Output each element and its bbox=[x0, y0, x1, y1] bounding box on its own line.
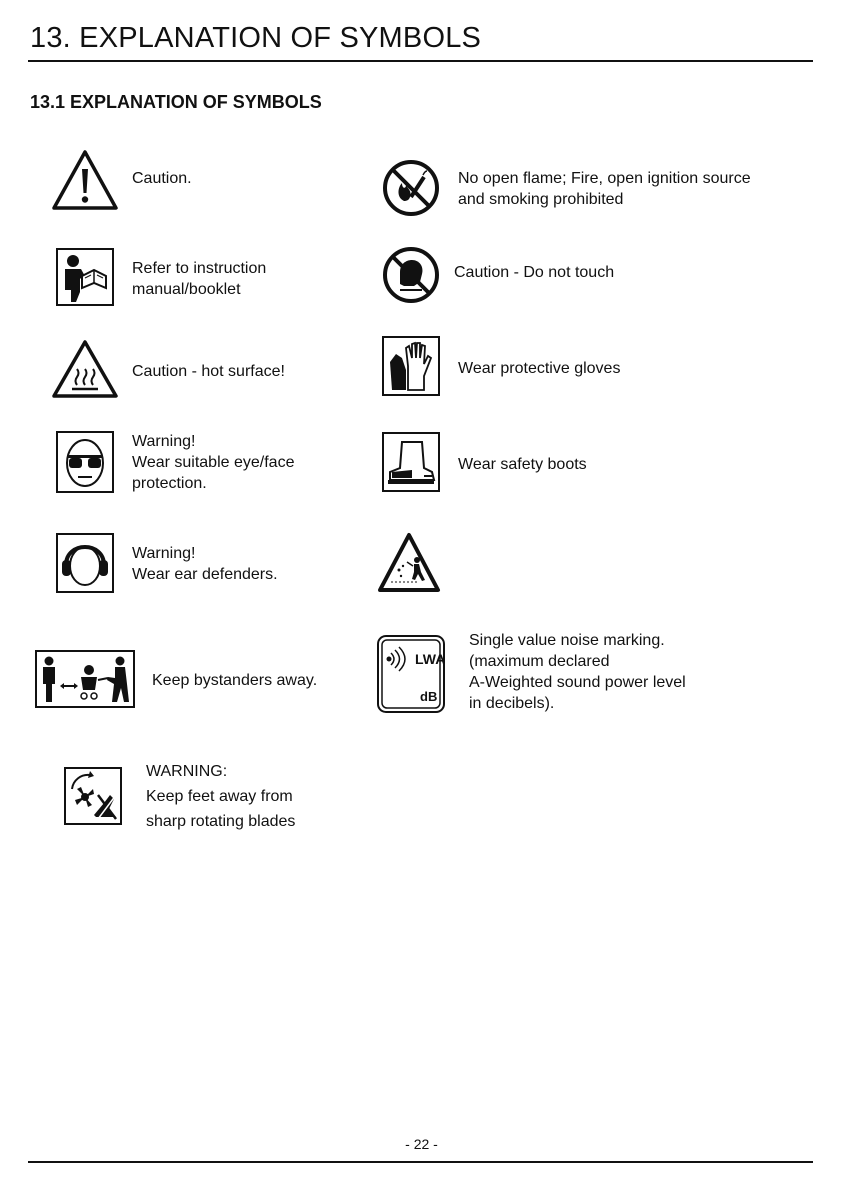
noise-label-line-4: in decibels). bbox=[469, 695, 555, 712]
eye-protection-icon bbox=[56, 431, 114, 493]
ear-protection-icon bbox=[56, 533, 114, 593]
manual-label-line-2: manual/booklet bbox=[132, 281, 241, 298]
touch-label: Caution - Do not touch bbox=[454, 264, 615, 281]
flame-label-line-1: No open flame; Fire, open ignition source bbox=[458, 170, 751, 187]
boots-label: Wear safety boots bbox=[458, 456, 587, 473]
footer-rule bbox=[28, 1161, 813, 1163]
safety-boots-icon bbox=[382, 432, 440, 492]
eye-label-line-1: Warning! bbox=[132, 433, 196, 450]
thrown-objects-icon bbox=[377, 532, 441, 594]
warning-triangle-icon bbox=[51, 149, 119, 211]
manual-label-line-1: Refer to instruction bbox=[132, 260, 267, 277]
read-manual-icon bbox=[56, 248, 114, 306]
noise-db-text: dB bbox=[420, 689, 438, 704]
no-open-flame-icon bbox=[382, 159, 440, 217]
ear-label-line-2: Wear ear defenders. bbox=[132, 566, 278, 583]
blades-label-line-2: Keep feet away from bbox=[146, 788, 293, 805]
bystanders-label: Keep bystanders away. bbox=[152, 672, 318, 689]
protective-gloves-icon bbox=[382, 336, 440, 396]
noise-label-line-2: (maximum declared bbox=[469, 653, 610, 670]
do-not-touch-icon bbox=[382, 246, 440, 304]
eye-label-line-3: protection. bbox=[132, 475, 207, 492]
caution-label: Caution. bbox=[132, 170, 192, 187]
blades-label-line-3: sharp rotating blades bbox=[146, 813, 296, 830]
blades-label-line-1: WARNING: bbox=[146, 763, 228, 780]
flame-label-line-2: and smoking prohibited bbox=[458, 191, 624, 208]
header-rule bbox=[28, 60, 813, 62]
hot-surface-icon bbox=[51, 339, 119, 399]
eye-label-line-2: Wear suitable eye/face bbox=[132, 454, 295, 471]
noise-level-icon bbox=[377, 635, 445, 713]
hot-surface-label: Caution - hot surface! bbox=[132, 363, 285, 380]
ear-label-line-1: Warning! bbox=[132, 545, 196, 562]
noise-lwa-text: LWA bbox=[415, 651, 445, 667]
rotating-blades-icon bbox=[64, 767, 122, 825]
keep-bystanders-away-icon bbox=[35, 650, 135, 708]
page-number: - 22 - bbox=[405, 1136, 438, 1152]
noise-label-line-3: A-Weighted sound power level bbox=[469, 674, 686, 691]
section-title: 13.1 EXPLANATION OF SYMBOLS bbox=[30, 92, 322, 112]
chapter-title: 13. EXPLANATION OF SYMBOLS bbox=[30, 22, 482, 54]
gloves-label: Wear protective gloves bbox=[458, 360, 621, 377]
noise-label-line-1: Single value noise marking. bbox=[469, 632, 665, 649]
